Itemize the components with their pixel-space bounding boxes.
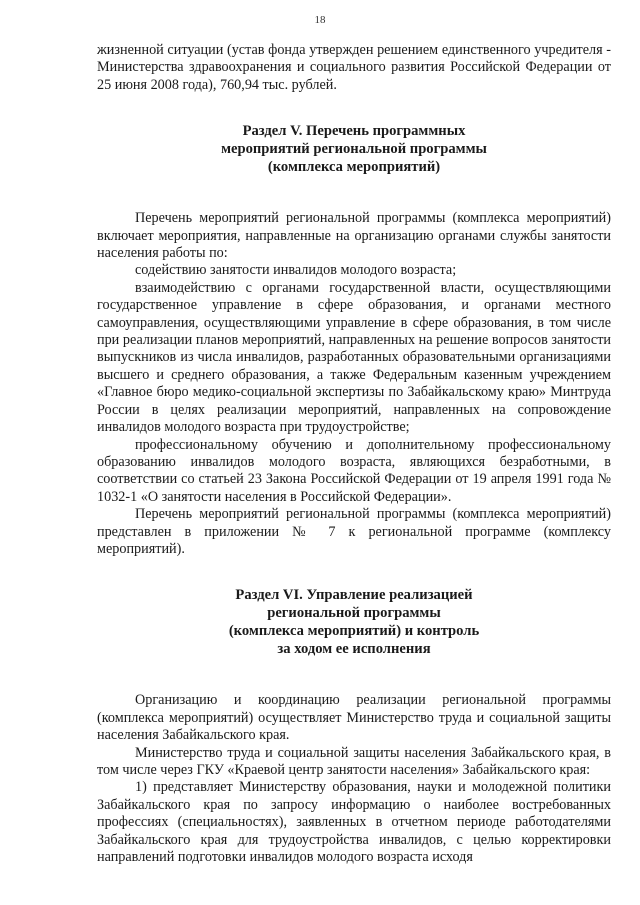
section-5-paragraph: содействию занятости инвалидов молодого возраста;	[135, 262, 457, 279]
section-6-paragraph: Организацию и координацию реализации региональной программы (комплекса мероприятий) осуществляет Министерство труда и социальной защиты населения Забайкальского края.	[97, 692, 611, 744]
section-5-paragraph: Перечень мероприятий региональной программы (комплекса мероприятий) включает мероприятия, направленные на организацию органами службы занятости населения работы по:	[97, 210, 611, 262]
section-5-heading	[97, 122, 611, 176]
section-5-heading-line: Раздел V. Перечень программных	[242, 123, 466, 140]
section-6-heading-line: за ходом ее исполнения	[277, 641, 431, 658]
section-5-heading-line: (комплекса мероприятий)	[267, 159, 441, 176]
section-6-heading-line: Раздел VI. Управление реализацией	[235, 587, 473, 604]
section-6-heading	[97, 586, 611, 658]
section-5-paragraph: взаимодействию с органами государственной власти, осуществляющими государственное управление в сфере образования, и органами местного самоуправления, осуществляющими управление в сфере образования, в том числе при реализации планов мероприятий, направленных на решение вопросов занятости выпускников из числа инвалидов, разработанных образовательными организациями высшего и среднего образования, а также Федеральным казенным учреждением «Главное бюро медико-социальной экспертизы по Забайкальскому краю» Минтруда России в целях реализации мероприятий, направленных на сопровождение инвалидов молодого возраста при трудоустройстве;	[97, 279, 611, 436]
section-5-paragraph: профессиональному обучению и дополнительному профессиональному образованию инвалидов молодого возраста, являющихся безработными, в соответствии со статьей 23 Закона Российской Федерации от 19 апреля 1991 года № 1032-1 «О занятости населения в Российской Федерации».	[97, 436, 611, 505]
intro-paragraph: жизненной ситуации (устав фонда утвержден решением единственного учредителя - Министерства здравоохранения и социального развития Российской Федерации от 25 июня 2008 года), 760,94 тыс. рублей.	[97, 42, 611, 93]
section-5-heading-line: мероприятий региональной программы	[221, 141, 487, 158]
document-body	[97, 42, 611, 866]
section-6-heading-line: региональной программы	[267, 605, 441, 622]
page-number: 18	[314, 14, 326, 26]
section-6-paragraph: Министерство труда и социальной защиты населения Забайкальского края, в том числе через ГКУ «Краевой центр занятости населения» Забайкальского края:	[97, 744, 611, 778]
section-5-paragraph: Перечень мероприятий региональной программы (комплекса мероприятий) представлен в приложении № 7 к региональной программе (комплексу мероприятий).	[97, 506, 611, 557]
section-6-heading-line: (комплекса мероприятий) и контроль	[228, 623, 480, 640]
section-6-paragraph: 1) представляет Министерству образования, науки и молодежной политики Забайкальского края по запросу информацию о наиболее востребованных профессиях (специальностях), заявленных в отчетном периоде работодателями Забайкальского края для трудоустройства инвалидов, с целью корректировки направлений подготовки инвалидов молодого возраста исходя	[97, 779, 611, 865]
